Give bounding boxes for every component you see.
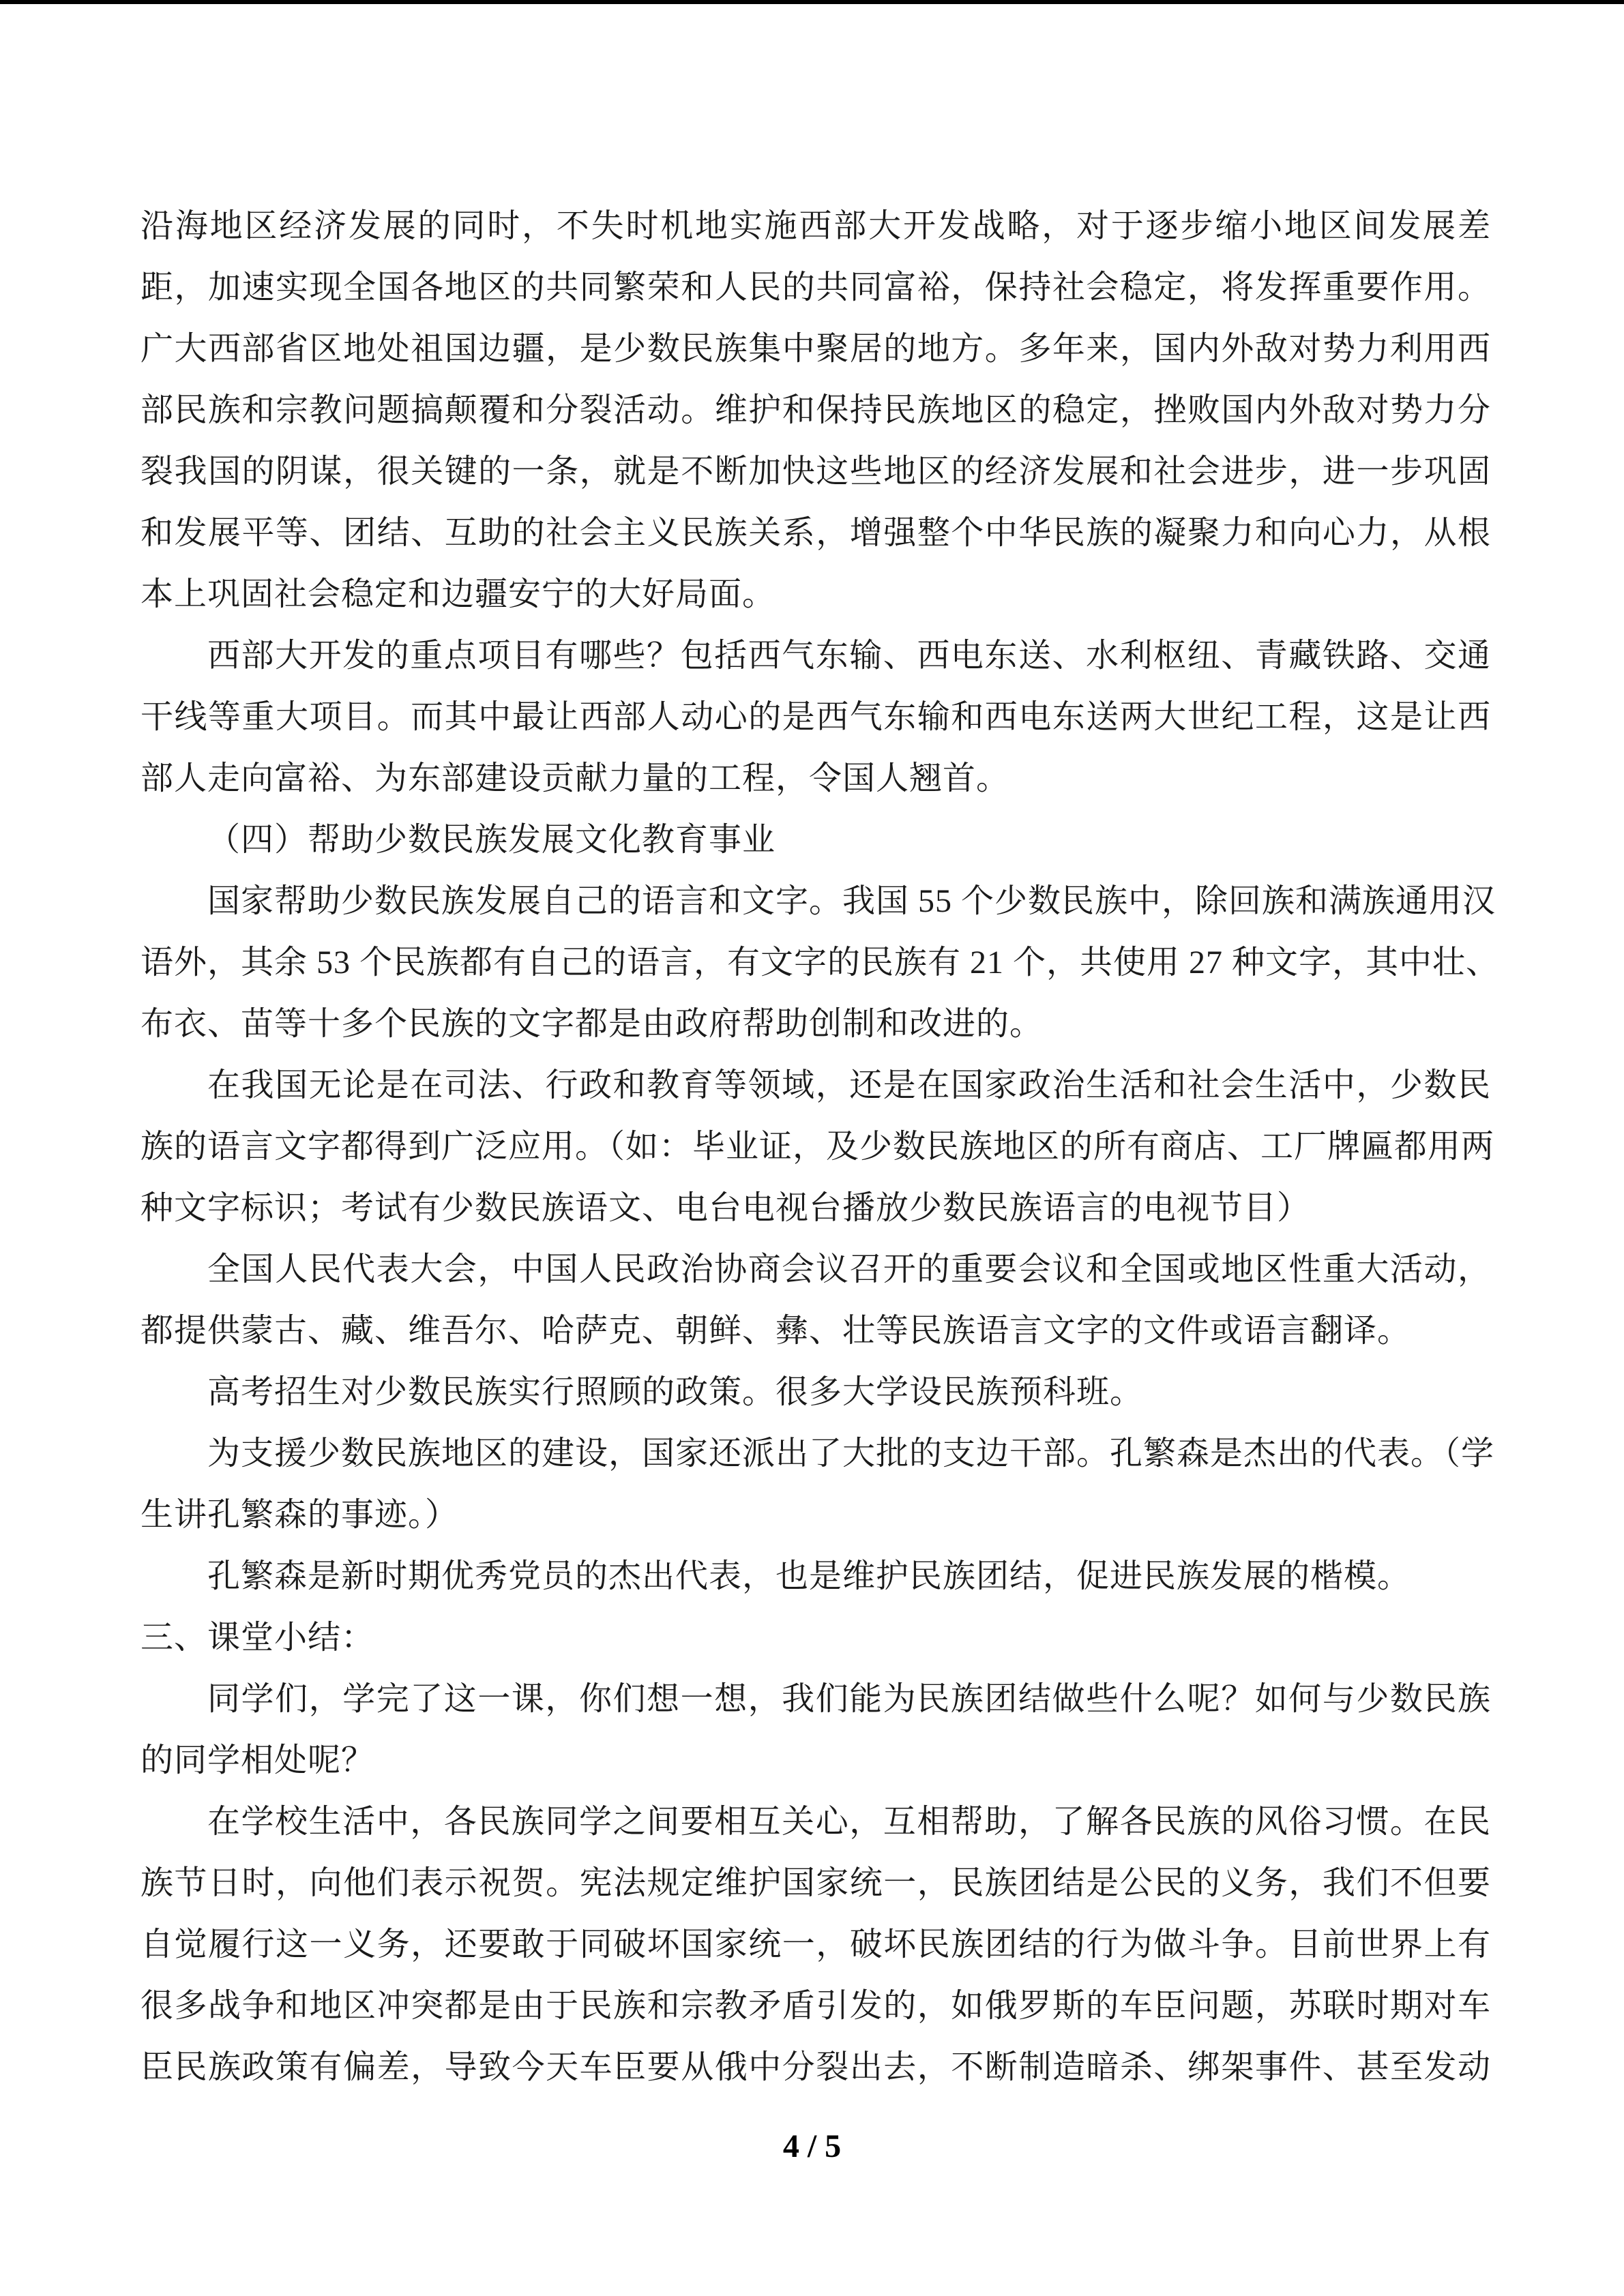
text-line: 部民族和宗教问题搞颠覆和分裂活动。维护和保持民族地区的稳定，挫败国内外敌对势力分	[141, 392, 1491, 428]
text-line: 为支援少数民族地区的建设，国家还派出了大批的支边干部。孔繁森是杰出的代表。（学	[207, 1435, 1495, 1472]
text-line: 沿海地区经济发展的同时，不失时机地实施西部大开发战略，对于逐步缩小地区间发展差	[141, 208, 1491, 244]
text-line: 广大西部省区地处祖国边疆，是少数民族集中聚居的地方。多年来，国内外敌对势力利用西	[141, 331, 1491, 367]
text-line: 语外，其余 53 个民族都有自己的语言，有文字的民族有 21 个，共使用 27 种文字，其中壮、	[141, 944, 1500, 981]
document-body	[141, 196, 1500, 2098]
text-line: （四）帮助少数民族发展文化教育事业	[207, 822, 776, 858]
text-line: 臣民族政策有偏差，导致今天车臣要从俄中分裂出去，不断制造暗杀、绑架事件、甚至发动	[141, 2049, 1491, 2085]
text-line: 族节日时，向他们表示祝贺。宪法规定维护国家统一，民族团结是公民的义务，我们不但要	[141, 1865, 1491, 1901]
text-line: 生讲孔繁森的事迹。）	[141, 1497, 459, 1533]
text-line: 都提供蒙古、藏、维吾尔、哈萨克、朝鲜、彝、壮等民族语言文字的文件或语言翻译。	[141, 1313, 1411, 1349]
scan-edge-artifact	[0, 0, 1624, 4]
text-line: 同学们，学完了这一课，你们想一想，我们能为民族团结做些什么呢？如何与少数民族	[207, 1681, 1491, 1717]
text-line: 族的语言文字都得到广泛应用。（如：毕业证，及少数民族地区的所有商店、工厂牌匾都用两	[141, 1129, 1495, 1165]
text-line: 三、课堂小结：	[141, 1620, 375, 1656]
text-line: 国家帮助少数民族发展自己的语言和文字。我国 55 个少数民族中，除回族和满族通用汉	[207, 883, 1496, 919]
text-line: 裂我国的阴谋，很关键的一条，就是不断加快这些地区的经济发展和社会进步，进一步巩固	[141, 453, 1491, 490]
text-line: 在我国无论是在司法、行政和教育等领域，还是在国家政治生活和社会生活中，少数民	[207, 1067, 1491, 1103]
text-line: 西部大开发的重点项目有哪些？包括西气东输、西电东送、水利枢纽、青藏铁路、交通	[207, 638, 1491, 674]
text-line: 本上巩固社会稳定和边疆安宁的大好局面。	[141, 576, 776, 612]
text-line: 全国人民代表大会，中国人民政治协商会议召开的重要会议和全国或地区性重大活动，	[207, 1251, 1491, 1287]
text-line: 的同学相处呢？	[141, 1742, 375, 1778]
text-line: 孔繁森是新时期优秀党员的杰出代表，也是维护民族团结，促进民族发展的楷模。	[207, 1558, 1411, 1594]
text-line: 距，加速实现全国各地区的共同繁荣和人民的共同富裕，保持社会稳定，将发挥重要作用。	[141, 269, 1491, 305]
text-line: 种文字标识；考试有少数民族语文、电台电视台播放少数民族语言的电视节目）	[141, 1190, 1311, 1226]
text-line: 很多战争和地区冲突都是由于民族和宗教矛盾引发的，如俄罗斯的车臣问题，苏联时期对车	[141, 1988, 1491, 2024]
text-line: 高考招生对少数民族实行照顾的政策。很多大学设民族预科班。	[207, 1374, 1144, 1410]
text-line: 自觉履行这一义务，还要敢于同破坏国家统一，破坏民族团结的行为做斗争。目前世界上有	[141, 1926, 1491, 1963]
text-line: 干线等重大项目。而其中最让西部人动心的是西气东输和西电东送两大世纪工程，这是让西	[141, 699, 1491, 735]
text-line: 在学校生活中，各民族同学之间要相互关心，互相帮助，了解各民族的风俗习惯。在民	[207, 1804, 1491, 1840]
text-line: 布衣、苗等十多个民族的文字都是由政府帮助创制和改进的。	[141, 1006, 1044, 1042]
page-number: 4 / 5	[782, 2128, 842, 2164]
text-line: 部人走向富裕、为东部建设贡献力量的工程，令国人翘首。	[141, 760, 1010, 796]
text-line: 和发展平等、团结、互助的社会主义民族关系，增强整个中华民族的凝聚力和向心力，从根	[141, 515, 1491, 551]
